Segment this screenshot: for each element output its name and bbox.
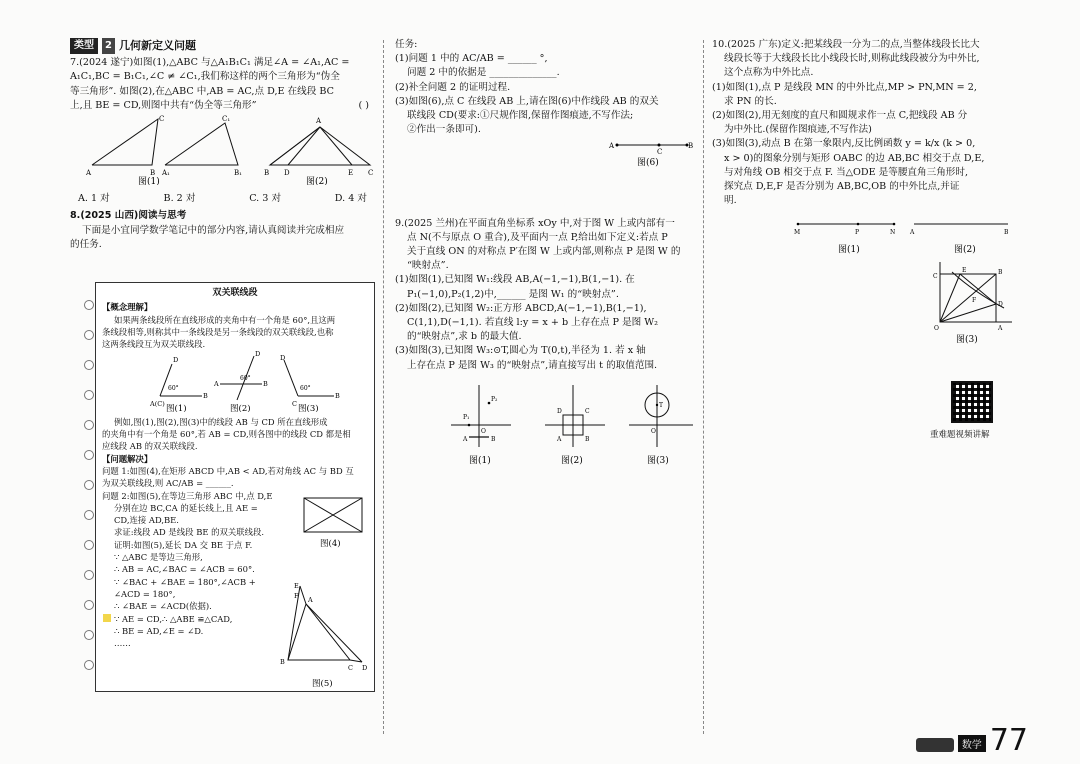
svg-text:E: E (962, 267, 967, 275)
task-line: ②作出一条即可). (407, 124, 481, 136)
section-title: 几何新定义问题 (118, 39, 196, 52)
concept-text: 这两条线段互为双关联线段. (102, 339, 206, 350)
svg-text:B: B (203, 392, 208, 401)
svg-text:C: C (933, 273, 938, 281)
problem-text: 分别在边 BC,CA 的延长线上,且 AE = (114, 502, 258, 513)
proof-line: ∴ BE = AD,∠E = ∠D. (114, 625, 204, 636)
fig-caption: 图(2) (561, 455, 583, 465)
fig-caption: 图(5) (312, 678, 333, 689)
svg-text:C: C (368, 169, 374, 178)
column-divider (383, 40, 384, 734)
svg-text:C: C (292, 400, 297, 409)
svg-text:E: E (348, 169, 354, 178)
fig-caption: 图(2) (954, 245, 976, 256)
svg-text:C: C (159, 115, 165, 124)
q10-line: 与对角线 OB 相交于点 F. 当△ODE 是等腰直角三角形时, (724, 166, 969, 178)
svg-text:A: A (308, 595, 313, 604)
svg-text:E: E (294, 581, 299, 590)
q10-line: (3)如图(3),动点 B 在第一象限内,反比例函数 y = k/x (k > 0, (712, 138, 976, 150)
answer-paren: ( ) (358, 99, 369, 111)
svg-text:A: A (214, 380, 219, 389)
problem-text: CD,连接 AD,BE. (114, 515, 179, 526)
page-footer (916, 723, 1028, 758)
svg-text:F: F (972, 297, 977, 305)
page-number: 77 (989, 723, 1028, 758)
problem-text: 为双关联线段,则 AC/AB = ______. (102, 478, 234, 489)
svg-text:D: D (173, 356, 179, 365)
concept-label: 【概念理解】 (102, 302, 153, 313)
fig-caption: 图(4) (320, 538, 341, 549)
q10-line: (2)如图(2),用无刻度的直尺和圆规求作一点 C,把线段 AB 分 (712, 110, 968, 122)
svg-text:F: F (294, 591, 299, 600)
solve-label: 【问题解决】 (102, 453, 153, 464)
axes-fig3 (629, 385, 693, 447)
axes-fig1 (451, 385, 511, 447)
svg-text:B: B (1004, 229, 1009, 237)
svg-text:A: A (557, 435, 562, 443)
q9-line: (2)如图(2),已知图 W₂:正方形 ABCD,A(−1,−1),B(1,−1), (395, 302, 647, 314)
subject-label: 数学 (958, 735, 986, 752)
svg-text:C: C (348, 663, 353, 672)
q7-line: 等三角形”. 如图(2),在△ABC 中,AB = AC,点 D,E 在线段 BC (70, 85, 334, 97)
svg-text:O: O (481, 427, 486, 435)
svg-text:B: B (585, 435, 590, 443)
q9-line: 关于直线 ON 的对称点 P′在图 W 上或内部,则称点 P 是图 W 的 (407, 246, 681, 258)
q7-line: 7.(2024 遂宁)如图(1),△ABC 与△A₁B₁C₁ 满足∠A = ∠A₁,AC = (70, 57, 350, 69)
q9-line: (1)如图(1),已知图 W₁:线段 AB,A(−1,−1),B(1,−1). 在 (395, 274, 635, 286)
svg-text:C: C (585, 407, 590, 415)
qr-code[interactable] (951, 381, 993, 423)
q10-line: 明. (724, 195, 737, 207)
problem-text: 问题 2:如图(5),在等边三角形 ABC 中,点 D,E (102, 490, 273, 501)
svg-text:B: B (491, 435, 496, 443)
problem-text: 求证:线段 AD 是线段 BE 的双关联线段. (114, 527, 265, 538)
svg-text:B: B (280, 657, 285, 666)
problem-text: 证明:如图(5),延长 DA 交 BE 于点 F. (114, 539, 253, 550)
q10-line: 为中外比.(保留作图痕迹,不写作法) (724, 124, 872, 136)
q9-line: 点 N(不与原点 O 重合),及平面内一点 P,给出如下定义:若点 P (407, 231, 668, 243)
note-title: 双关联线段 (212, 288, 258, 298)
example-text: 的夹角中有一个角是 60°,若 AB = CD,则各图中的线段 CD 都是相 (102, 429, 351, 440)
q10-figures (712, 212, 1017, 352)
task-line: (2)补全问题 2 的证明过程. (395, 81, 511, 93)
svg-text:60°: 60° (240, 375, 251, 383)
fig-caption: 图(2) (230, 404, 251, 413)
svg-text:T: T (659, 401, 664, 409)
option-a[interactable]: A. 1 对 (78, 193, 110, 205)
svg-text:A(C): A(C) (150, 400, 165, 409)
proof-line: ∵ AE = CD,∴ △ABE ≌△CAD, (102, 613, 368, 625)
type-tag: 类型 (70, 38, 98, 54)
svg-text:A: A (86, 169, 92, 178)
svg-text:D: D (284, 169, 290, 178)
svg-text:A: A (910, 229, 915, 237)
svg-text:A₁: A₁ (162, 169, 170, 178)
fig-caption: 图(6) (637, 158, 659, 169)
rectangle-fig4 (298, 494, 368, 550)
q10-line: (1)如图(1),点 P 是线段 MN 的中外比点,MP > PN,MN = 2, (712, 81, 977, 93)
fig-caption: 图(3) (298, 404, 319, 413)
svg-text:B: B (335, 392, 340, 401)
q9-line: 上存在点 P 是图 W₃ 的“映射点”,请直接写出 t 的取值范围. (407, 359, 658, 371)
svg-text:60°: 60° (300, 385, 311, 393)
option-c[interactable]: C. 3 对 (249, 193, 282, 205)
highlight-mark (103, 614, 111, 622)
concept-text: 如果两条线段所在直线形成的夹角中有一个角是 60°,且这两 (114, 314, 336, 325)
q10-line: 10.(2025 广东)定义:把某线段一分为二的点,当整体线段长比大 (712, 39, 980, 50)
proof-line: ∵ ∠BAC + ∠BAE = 180°,∠ACB + (114, 576, 256, 587)
column-1 (70, 38, 375, 252)
problem-text: 问题 1:如图(4),在矩形 ABCD 中,AB < AD,若对角线 AC 与 BD 互 (102, 465, 354, 476)
q7-line: 上,且 BE = CD,则图中共有“伪全等三角形” ( ) (70, 99, 375, 113)
proof-line: ∠ACD = 180°, (114, 588, 176, 599)
fig-caption: 图(3) (647, 455, 669, 465)
segment-ab (909, 224, 1009, 236)
segment-mn (794, 223, 895, 236)
svg-text:P: P (855, 229, 860, 237)
fig-caption: 图(3) (956, 335, 978, 346)
proof-line: ∴ ∠BAE = ∠ACD(依据). (114, 601, 212, 612)
q9-line: P₁(−1,0),P₂(1,2)中,______ 是图 W₁ 的“映射点”. (407, 288, 619, 300)
column-2 (395, 38, 695, 470)
svg-text:B: B (264, 169, 270, 178)
q10-line: x > 0)的图象分别与矩形 OABC 的边 AB,BC 相交于点 D,E, (724, 152, 985, 164)
qr-caption: 重难题视频讲解 (930, 430, 990, 440)
svg-text:D: D (280, 354, 286, 363)
svg-text:D: D (362, 663, 368, 672)
option-d[interactable]: D. 4 对 (334, 193, 367, 205)
rectangle-graph-fig3 (933, 262, 1012, 332)
task-line: (3)如图(6),点 C 在线段 AB 上,请在图(6)中作线段 AB 的双关 (395, 95, 659, 107)
q10-line: 这个点称为中外比点. (724, 67, 814, 79)
concept-text: 条线段相等,则称其中一条线段是另一条线段的双关联线段,也称 (102, 326, 334, 337)
type-number: 2 (102, 38, 115, 54)
example-text: 应线段 AB 的双关联线段. (102, 441, 198, 452)
concept-figures (102, 350, 368, 412)
triangle-fig2 (264, 117, 373, 177)
q8-intro: 的任务. (70, 238, 102, 250)
q7-figures (70, 113, 375, 185)
section-header (70, 38, 375, 54)
notebook-note (95, 282, 375, 692)
svg-text:D: D (255, 350, 261, 359)
triangle-fig1-b (161, 115, 242, 177)
fig-caption: 图(1) (138, 177, 160, 186)
q9-line: 9.(2025 兰州)在平面直角坐标系 xOy 中,对于图 W 上或内部有一 (395, 217, 675, 229)
fig-caption: 图(1) (838, 245, 860, 256)
q10-line: 线段长等于大线段长比小线段长时,则称此线段被分为中外比, (724, 53, 980, 65)
proof-line: ∵ △ABC 是等边三角形, (114, 552, 203, 563)
column-divider (703, 40, 704, 734)
svg-text:C: C (657, 148, 663, 157)
svg-text:O: O (934, 325, 939, 333)
task-title: 任务: (395, 39, 418, 50)
svg-text:A: A (998, 325, 1003, 333)
fig-caption: 图(2) (306, 177, 328, 186)
example-text: 例如,图(1),图(2),图(3)中的线段 AB 与 CD 所在直线形成 (114, 416, 328, 427)
segment-fig6 (395, 137, 695, 169)
svg-text:A: A (463, 435, 468, 443)
q8-title: 8.(2025 山西)阅读与思考 (70, 210, 187, 222)
proof-line: …… (114, 638, 131, 649)
task-line: 联线段 CD(要求:①尺规作图,保留作图痕迹,不写作法; (407, 110, 634, 122)
column-3 (712, 38, 1017, 358)
triangle-fig1 (85, 115, 164, 177)
q8-intro: 下面是小宜同学数学笔记中的部分内容,请认真阅读并完成相应 (82, 224, 345, 236)
svg-text:D: D (557, 407, 562, 415)
q9-figures (395, 379, 695, 465)
option-b[interactable]: B. 2 对 (163, 193, 196, 205)
svg-text:C₁: C₁ (222, 115, 231, 124)
svg-text:M: M (794, 229, 801, 237)
q9-line: (3)如图(3),已知图 W₃:⊙T,圆心为 T(0,t),半径为 1. 若 x 轴 (395, 345, 646, 357)
fig-caption: 图(1) (469, 455, 491, 465)
svg-text:B: B (263, 380, 268, 389)
svg-text:N: N (890, 229, 896, 237)
q9-line: 的“映射点”,求 b 的最大值. (407, 331, 522, 343)
svg-text:P₁: P₁ (463, 413, 470, 421)
svg-text:B₁: B₁ (234, 169, 242, 178)
svg-text:D: D (998, 301, 1003, 309)
q10-line: 探究点 D,E,F 是否分别为 AB,BC,OB 的中外比点,并证 (724, 181, 960, 193)
brand-logo-icon (916, 738, 954, 752)
q7-line: A₁C₁,BC = B₁C₁,∠C ≠ ∠C₁,我们称这样的两个三角形为“伪全 (70, 71, 340, 83)
q9-line: C(1,1),D(−1,1). 若直线 l:y = x + b 上存在点 P 是图 W₂ (407, 317, 659, 329)
svg-text:B: B (688, 142, 694, 151)
proof-line: ∴ AB = AC,∠BAC = ∠ACB = 60°. (114, 564, 255, 575)
triangle-fig5 (278, 582, 368, 692)
fig-caption: 图(1) (166, 404, 187, 413)
svg-text:A: A (609, 142, 615, 151)
task-line: 问题 2 中的依据是 ______________. (407, 67, 560, 79)
q7-options (70, 192, 375, 206)
svg-text:A: A (316, 117, 322, 126)
svg-text:B: B (150, 169, 156, 178)
task-line: (1)问题 1 中的 AC/AB = ______ °, (395, 53, 548, 65)
q9-line: “映射点”. (407, 260, 449, 272)
q10-line: 求 PN 的长. (724, 95, 777, 107)
svg-text:B: B (998, 269, 1003, 277)
svg-text:60°: 60° (168, 385, 179, 393)
svg-text:P₂: P₂ (491, 395, 498, 403)
axes-fig2 (545, 385, 605, 447)
svg-text:O: O (651, 427, 656, 435)
